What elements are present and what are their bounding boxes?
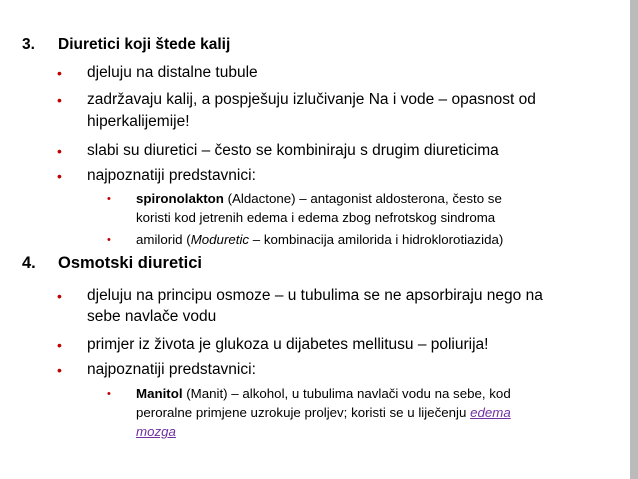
sub-2-italic: Moduretic <box>190 232 250 247</box>
sub-2-post: – kombinacija amilorida i hidroklorotiazida) <box>249 232 504 247</box>
sub-bullet-marker: • <box>107 193 111 205</box>
sub-bullet-marker: • <box>107 388 111 400</box>
bullet-marker: • <box>57 288 62 304</box>
section-3-sub-1-line-2: koristi kod jetrenih edema i edema zbog nefrotskog sindroma <box>136 210 496 225</box>
bullet-marker: • <box>57 337 62 353</box>
section-4-bullet-3: najpoznatiji predstavnici: <box>87 361 256 378</box>
bullet-marker: • <box>57 65 62 81</box>
section-4-bullet-1-line-2: sebe navlače vodu <box>87 308 217 325</box>
section-4-sub-1-line-2 <box>136 403 511 422</box>
bullet-marker: • <box>57 92 62 108</box>
drug-name-manitol: Manitol <box>136 386 183 401</box>
section-3-number: 3. <box>22 36 35 53</box>
section-4-title: Osmotski diuretici <box>58 254 202 272</box>
sub-2-pre: amilorid ( <box>136 232 191 247</box>
bullet-marker: • <box>57 168 62 184</box>
sub-text-line2: peroralne primjene uzrokuje proljev; koristi se u liječenju <box>136 405 471 420</box>
sub-1-text: (Aldactone) – antagonist aldosterona, često se <box>223 191 502 206</box>
scrollbar[interactable] <box>630 0 638 479</box>
section-3-bullet-4: najpoznatiji predstavnici: <box>87 167 256 184</box>
sub-bullet-marker: • <box>107 234 111 246</box>
edema-link[interactable]: edema <box>470 405 511 420</box>
bullet-marker: • <box>57 143 62 159</box>
section-3-bullet-3: slabi su diuretici – često se kombiniraju s drugim diureticima <box>87 142 499 159</box>
bullet-marker: • <box>57 362 62 378</box>
sub-text: (Manit) – alkohol, u tubulima navlači vodu na sebe, kod <box>182 386 511 401</box>
section-4-number: 4. <box>22 254 36 272</box>
section-3-sub-2 <box>136 230 503 249</box>
drug-name-spironolakton: spironolakton <box>136 191 224 206</box>
section-3-bullet-2-line-1: zadržavaju kalij, a pospješuju izlučivanje Na i vode – opasnost od <box>87 91 536 108</box>
section-4-bullet-2: primjer iz života je glukoza u dijabetes mellitusu – poliurija! <box>87 336 489 353</box>
section-3-bullet-1: djeluju na distalne tubule <box>87 64 258 81</box>
section-4-bullet-1-line-1: djeluju na principu osmoze – u tubulima se ne apsorbiraju nego na <box>87 287 543 304</box>
section-3-bullet-2-line-2: hiperkalijemije! <box>87 113 190 130</box>
section-3-title: Diuretici koji štede kalij <box>58 36 231 53</box>
section-3-sub-1-line-1 <box>136 189 502 208</box>
section-4-sub-1-line-1 <box>136 384 511 403</box>
mozga-link[interactable]: mozga <box>136 424 176 439</box>
